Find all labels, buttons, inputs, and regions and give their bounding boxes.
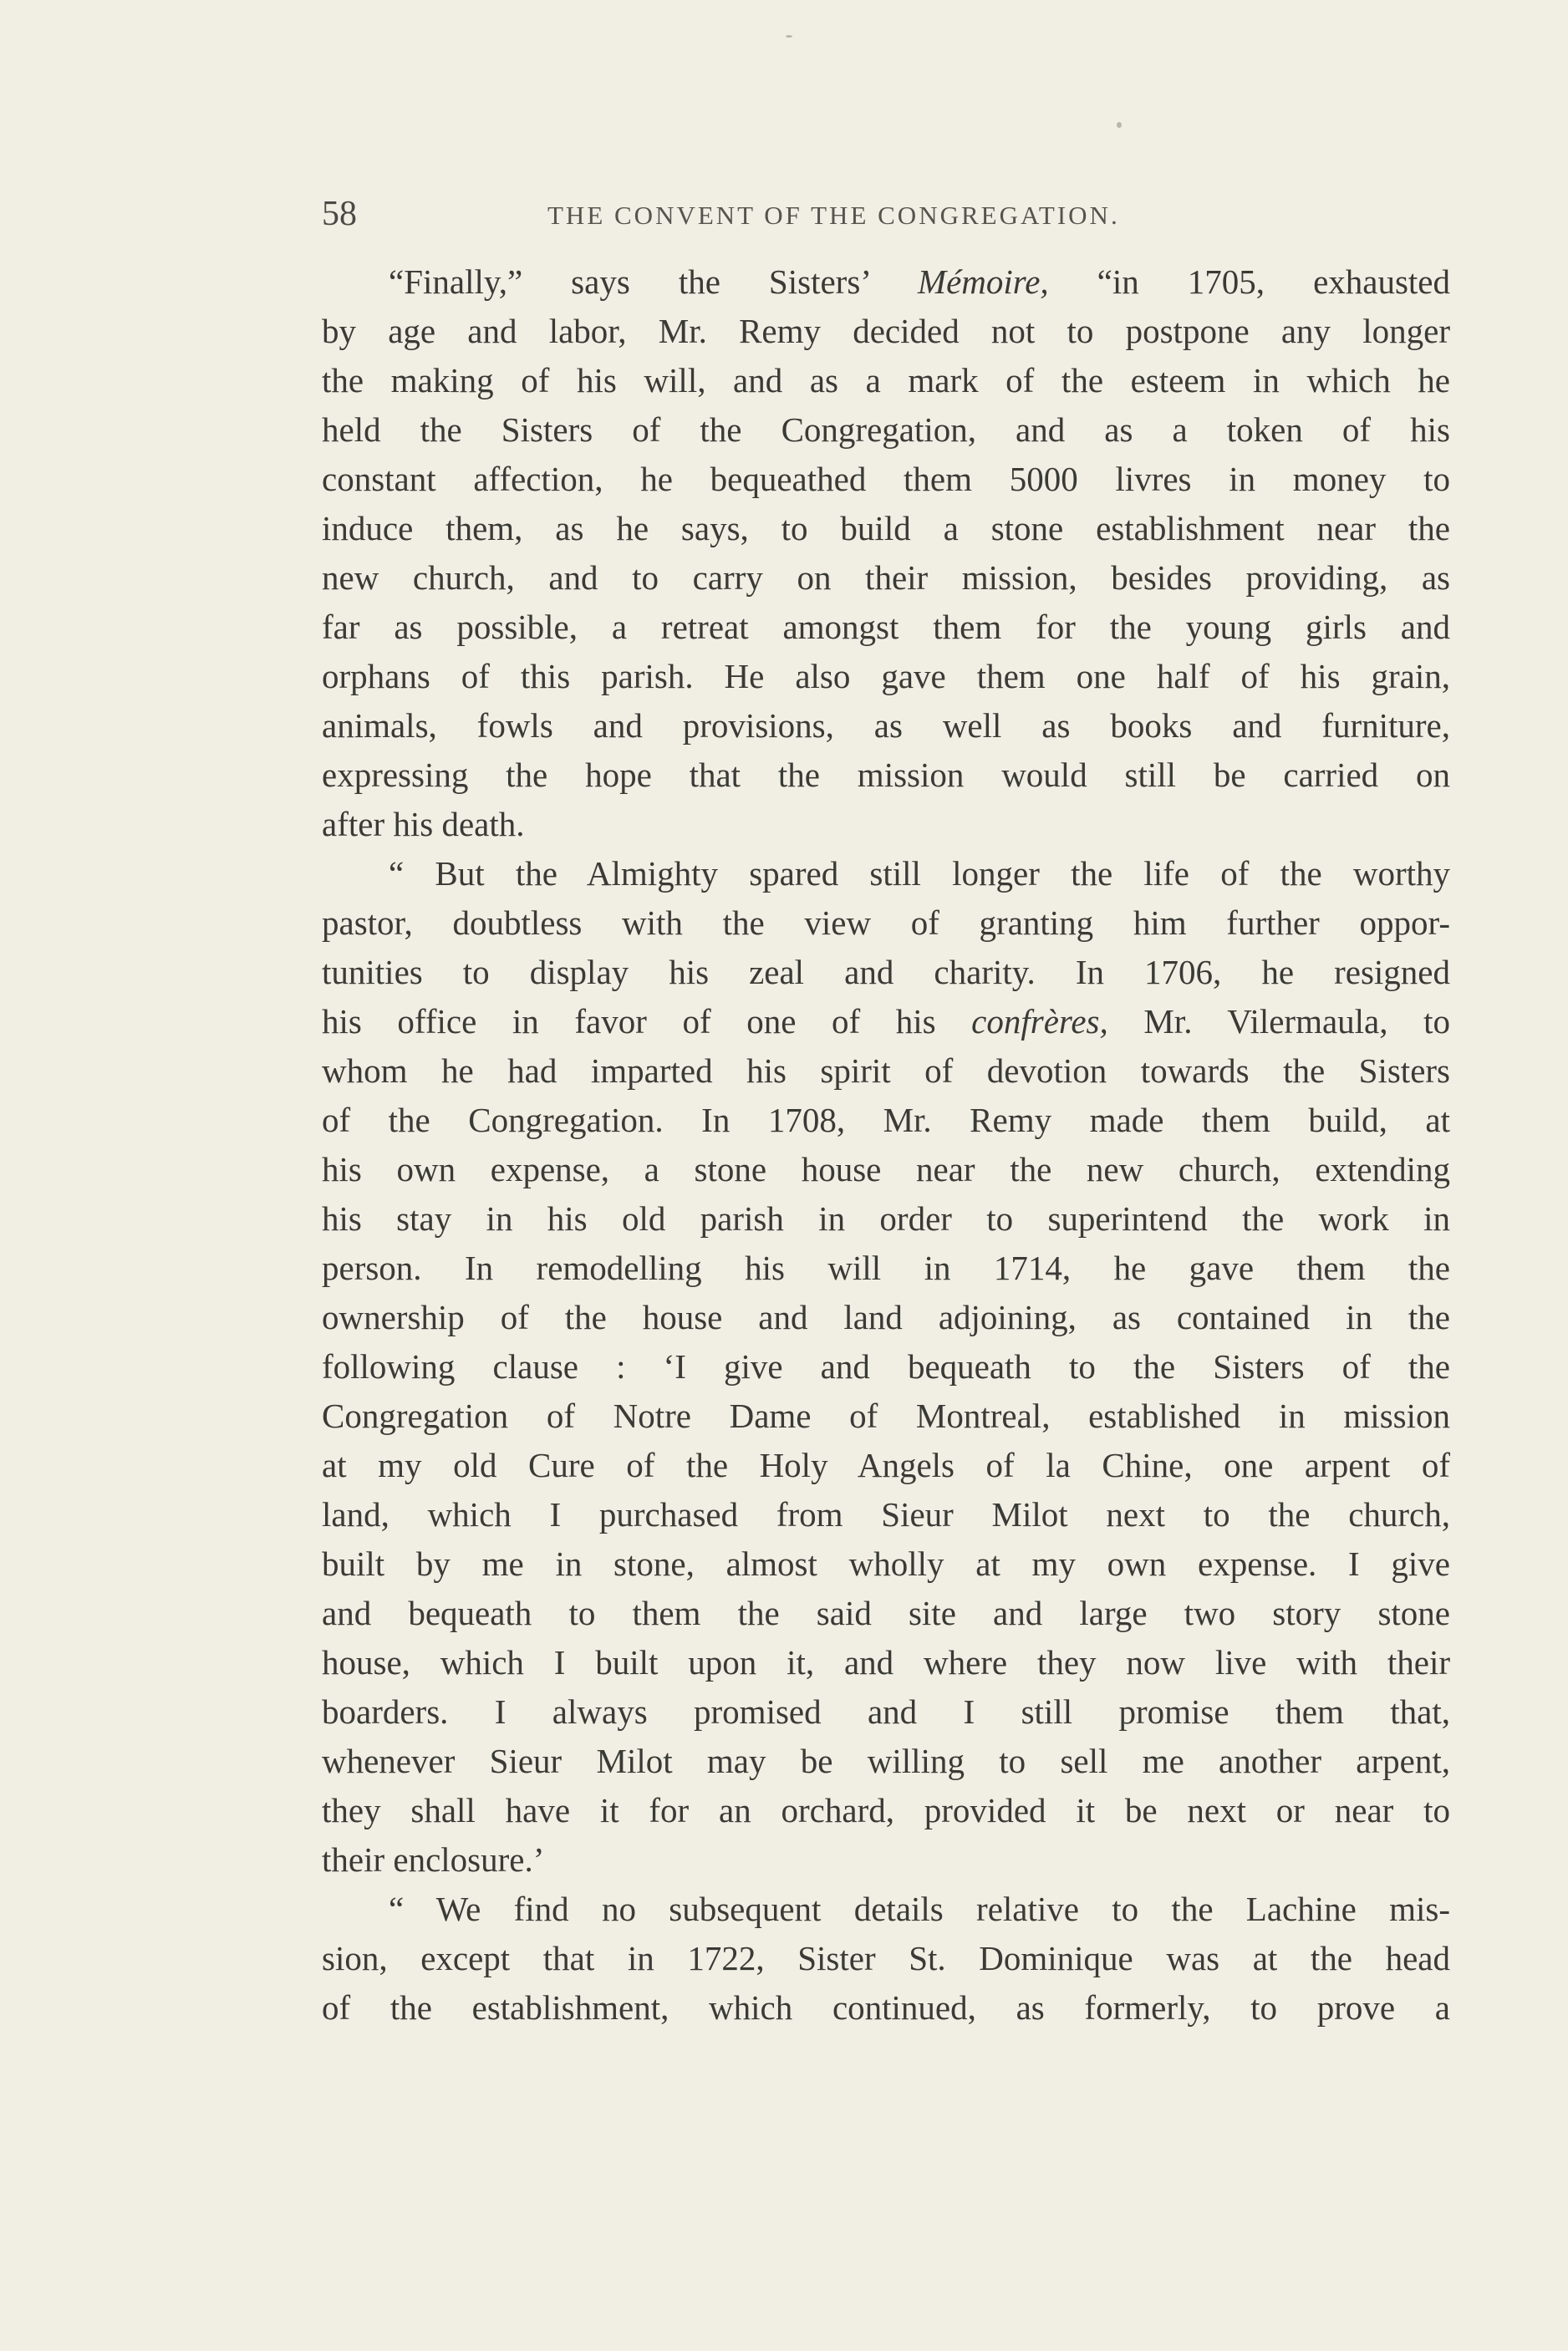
text-line: [322, 652, 1450, 701]
text-line: [322, 800, 1450, 849]
text-segment: Mr. Vilermaula, to: [1107, 1002, 1450, 1041]
text-line: [322, 1983, 1450, 2033]
text-segment: by age and labor, Mr. Remy decided not to postpone any longer: [322, 312, 1450, 350]
text-segment: the making of his will, and as a mark of the esteem in which he: [322, 361, 1450, 399]
text-segment: “in 1705, exhausted: [1048, 262, 1450, 301]
text-line: [322, 1835, 1450, 1885]
page-header: [322, 191, 1450, 241]
paper-speck: [786, 35, 792, 38]
text-segment: whom he had imparted his spirit of devotion towards the Sisters: [322, 1051, 1450, 1090]
text-segment: “ But the Almighty spared still longer the life of the worthy: [389, 854, 1450, 893]
text-line: [322, 356, 1450, 405]
text-segment: “ We find no subsequent details relative to the Lachine mis-: [389, 1890, 1450, 1928]
text-line: [322, 1589, 1450, 1638]
text-line: [322, 1441, 1450, 1490]
text-segment: his own expense, a stone house near the new church, extending: [322, 1150, 1450, 1188]
text-line: [322, 455, 1450, 504]
text-line: [322, 701, 1450, 751]
text-segment: of the Congregation. In 1708, Mr. Remy made them build, at: [322, 1101, 1450, 1139]
text-line: [322, 603, 1450, 652]
text-segment: his office in favor of one of his: [322, 1002, 972, 1041]
text-line: [322, 1490, 1450, 1539]
italic-text: Mémoire,: [917, 262, 1049, 301]
text-segment: of the establishment, which continued, as formerly, to prove a: [322, 1988, 1450, 2027]
text-line: [322, 257, 1450, 307]
text-segment: Congregation of Notre Dame of Montreal, established in mission: [322, 1397, 1450, 1435]
text-line: [322, 1096, 1450, 1145]
text-segment: sion, except that in 1722, Sister St. Dominique was at the head: [322, 1939, 1450, 1977]
text-line: [322, 1046, 1450, 1096]
text-segment: animals, fowls and provisions, as well as books and furniture,: [322, 706, 1450, 745]
text-segment: pastor, doubtless with the view of granting him further oppor-: [322, 903, 1450, 942]
text-line: [322, 1194, 1450, 1244]
text-segment: orphans of this parish. He also gave them one half of his grain,: [322, 657, 1450, 695]
paper-speck: [1117, 122, 1122, 128]
text-segment: built by me in stone, almost wholly at my own expense. I give: [322, 1544, 1450, 1583]
text-line: [322, 1539, 1450, 1589]
text-line: [322, 1342, 1450, 1392]
page-number: 58: [322, 195, 357, 233]
text-line: [322, 1244, 1450, 1293]
running-title: THE CONVENT OF THE CONGREGATION.: [547, 201, 1120, 230]
text-segment: their enclosure.’: [322, 1840, 545, 1879]
text-line: [322, 1737, 1450, 1786]
text-line: [322, 553, 1450, 603]
text-segment: house, which I built upon it, and where they now live with their: [322, 1643, 1450, 1682]
text-segment: land, which I purchased from Sieur Milot next to the church,: [322, 1495, 1450, 1534]
text-line: [322, 997, 1450, 1046]
text-line: [322, 948, 1450, 997]
text-segment: new church, and to carry on their mission, besides providing, as: [322, 558, 1450, 597]
text-segment: “Finally,” says the Sisters’: [389, 262, 918, 301]
text-line: [322, 1934, 1450, 1983]
text-line: [322, 1687, 1450, 1737]
text-line: [322, 898, 1450, 948]
text-segment: whenever Sieur Milot may be willing to sell me another arpent,: [322, 1742, 1450, 1780]
text-line: [322, 751, 1450, 800]
text-line: [322, 1786, 1450, 1835]
text-line: [322, 1392, 1450, 1441]
text-segment: tunities to display his zeal and charity. In 1706, he resigned: [322, 953, 1450, 991]
text-segment: and bequeath to them the said site and large two story stone: [322, 1594, 1450, 1632]
italic-text: confrères,: [971, 1002, 1108, 1041]
text-segment: far as possible, a retreat amongst them for the young girls and: [322, 608, 1450, 646]
text-segment: constant affection, he bequeathed them 5000 livres in money to: [322, 460, 1450, 498]
text-segment: ownership of the house and land adjoining, as contained in the: [322, 1298, 1450, 1336]
text-line: [322, 1885, 1450, 1934]
text-segment: held the Sisters of the Congregation, and as a token of his: [322, 410, 1450, 449]
text-line: [322, 307, 1450, 356]
text-segment: after his death.: [322, 805, 525, 843]
text-segment: boarders. I always promised and I still promise them that,: [322, 1692, 1450, 1731]
text-line: [322, 849, 1450, 898]
text-segment: person. In remodelling his will in 1714, he gave them the: [322, 1249, 1450, 1287]
text-segment: at my old Cure of the Holy Angels of la Chine, one arpent of: [322, 1446, 1450, 1484]
text-line: [322, 1293, 1450, 1342]
text-line: [322, 504, 1450, 553]
text-segment: expressing the hope that the mission would still be carried on: [322, 756, 1450, 794]
text-line: [322, 405, 1450, 455]
text-line: [322, 1145, 1450, 1194]
text-segment: following clause : ‘I give and bequeath to the Sisters of the: [322, 1347, 1450, 1386]
text-line: [322, 1638, 1450, 1687]
body-text: [322, 257, 1450, 2033]
text-segment: they shall have it for an orchard, provided it be next or near to: [322, 1791, 1450, 1829]
text-segment: induce them, as he says, to build a stone establishment near the: [322, 509, 1450, 547]
text-segment: his stay in his old parish in order to superintend the work in: [322, 1199, 1450, 1238]
